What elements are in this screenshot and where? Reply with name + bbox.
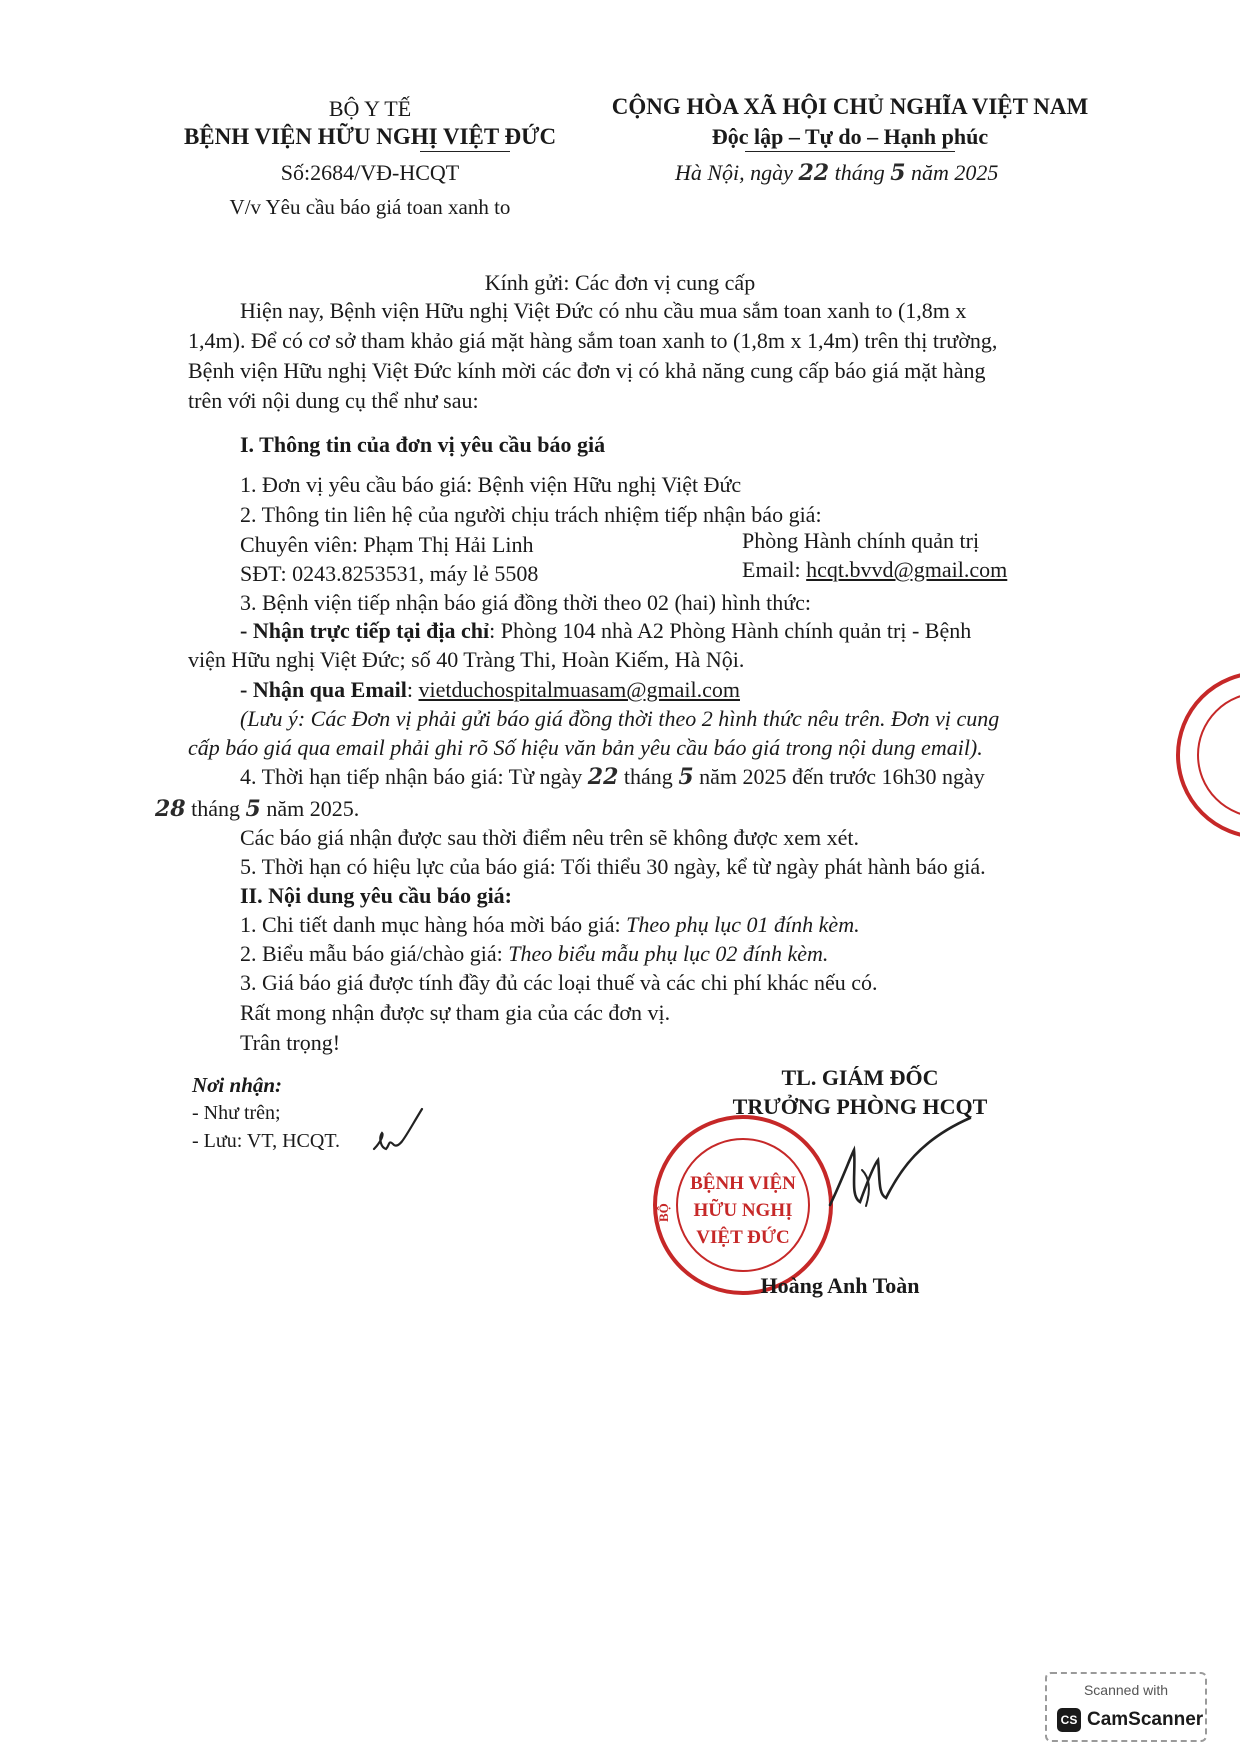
item-4-line-1: [240, 764, 985, 790]
note-line-2: cấp báo giá qua email phải ghi rõ Số hiệu văn bản yêu cầu báo giá trong nội dung email).: [188, 735, 983, 760]
sign-title-2: TRƯỞNG PHÒNG HCQT: [732, 1094, 988, 1119]
ministry-name: BỘ Y TẾ: [328, 96, 412, 121]
scanned-with-label: Scanned with: [1083, 1682, 1169, 1698]
header-left-rule: [420, 151, 510, 152]
initial-mark-icon: [370, 1105, 425, 1160]
section-2-item-1-text: 1. Chi tiết danh mục hàng hóa mời báo giá:: [240, 912, 627, 937]
section-2-item-1-ref: Theo phụ lục 01 đính kèm.: [626, 912, 860, 937]
email-receipt-label: - Nhận qua Email: [240, 677, 407, 702]
stamp-ring-text: BỘ: [656, 1203, 671, 1222]
section-2-item-2-text: 2. Biểu mẫu báo giá/chào giá:: [240, 941, 509, 966]
issue-date: [675, 160, 998, 186]
date-month: 5: [890, 160, 906, 186]
closing-line: Rất mong nhận được sự tham gia của các đơn vị.: [240, 1000, 671, 1025]
item-2: 2. Thông tin liên hệ của người chịu trách nhiệm tiếp nhận báo giá:: [240, 502, 822, 527]
intro-line-1: Hiện nay, Bệnh viện Hữu nghị Việt Đức có nhu cầu mua sắm toan xanh to (1,8m x: [240, 298, 967, 323]
item-4-text-d: tháng: [191, 796, 241, 821]
hospital-name: BỆNH VIỆN HỮU NGHỊ VIỆT ĐỨC: [183, 124, 557, 149]
item-4-text-e: năm 2025.: [266, 796, 360, 821]
regards: Trân trọng!: [240, 1030, 341, 1055]
late-note: Các báo giá nhận được sau thời điểm nêu trên sẽ không được xem xét.: [240, 825, 859, 850]
section-2-item-3: 3. Giá báo giá được tính đầy đủ các loại thuế và các chi phí khác nếu có.: [240, 970, 878, 995]
document-subject: V/v Yêu cầu báo giá toan xanh to: [229, 195, 511, 219]
item-4-month-2: 5: [245, 796, 261, 822]
intro-line-4: trên với nội dung cụ thể như sau:: [188, 388, 479, 413]
republic-title: CỘNG HÒA XÃ HỘI CHỦ NGHĨA VIỆT NAM: [611, 94, 1089, 119]
stamp-line-2: HỮU NGHỊ: [693, 1200, 793, 1221]
national-motto: Độc lập – Tự do – Hạnh phúc: [711, 124, 989, 149]
contact-email-link[interactable]: hcqt.bvvd@gmail.com: [806, 557, 1008, 582]
stamp-line-3: VIỆT ĐỨC: [696, 1227, 790, 1248]
direct-receipt-address-1: : Phòng 104 nhà A2 Phòng Hành chính quản trị - Bệnh: [489, 618, 972, 643]
date-day: 22: [798, 160, 830, 186]
item-1: 1. Đơn vị yêu cầu báo giá: Bệnh viện Hữu nghị Việt Đức: [240, 472, 742, 497]
section-2-item-2-ref: Theo biểu mẫu phụ lục 02 đính kèm.: [508, 941, 829, 966]
date-year: năm 2025: [911, 160, 999, 185]
recipient-2: - Lưu: VT, HCQT.: [192, 1130, 341, 1152]
email-receipt-link[interactable]: vietduchospitalmuasam@gmail.com: [418, 677, 740, 702]
camscanner-logo-icon: CS: [1057, 1708, 1081, 1732]
note-line-1: (Lưu ý: Các Đơn vị phải gửi báo giá đồng thời theo 2 hình thức nêu trên. Đơn vị cung: [240, 706, 1000, 731]
item-4-line-2: [155, 796, 359, 822]
section-2-item-2: [240, 941, 828, 967]
date-prefix: Hà Nội, ngày: [675, 160, 793, 185]
camscanner-badge: [1045, 1672, 1207, 1742]
intro-line-3: Bệnh viện Hữu nghị Việt Đức kính mời các đơn vị có khả năng cung cấp báo giá mặt hàng: [188, 358, 986, 383]
item-4-day-2: 28: [155, 796, 186, 822]
header-right-rule: [745, 151, 955, 152]
direct-receipt-line: [240, 618, 971, 644]
recipient-1: - Như trên;: [192, 1102, 281, 1124]
item-3: 3. Bệnh viện tiếp nhận báo giá đồng thời theo 02 (hai) hình thức:: [240, 590, 812, 615]
section-2-title: II. Nội dung yêu cầu báo giá:: [240, 883, 513, 908]
date-month-label: tháng: [834, 160, 885, 185]
item-4-day: 22: [587, 764, 619, 790]
official-stamp: [648, 1110, 838, 1300]
stamp-line-1: BỆNH VIỆN: [690, 1173, 796, 1194]
intro-line-2: 1,4m). Để có cơ sở tham khảo giá mặt hàng sắm toan xanh to (1,8m x 1,4m) trên thị trường,: [188, 328, 998, 353]
camscanner-brand: CamScanner: [1087, 1709, 1204, 1730]
greeting: Kính gửi: Các đơn vị cung cấp: [484, 270, 756, 295]
item-4-month: 5: [678, 764, 694, 790]
item-4-text-c: năm 2025 đến trước 16h30 ngày: [699, 764, 985, 789]
signature-icon: [820, 1110, 990, 1230]
sign-title-1: TL. GIÁM ĐỐC: [781, 1065, 939, 1090]
contact-department: Phòng Hành chính quản trị: [742, 528, 980, 553]
contact-person: Chuyên viên: Phạm Thị Hải Linh: [240, 532, 534, 557]
email-receipt-colon: :: [406, 677, 419, 702]
item-4-text-b: tháng: [623, 764, 673, 789]
section-2-item-1: [240, 912, 860, 938]
edge-stamp: [1150, 670, 1240, 840]
item-5: 5. Thời hạn có hiệu lực của báo giá: Tối thiểu 30 ngày, kể từ ngày phát hành báo giá.: [240, 854, 986, 879]
signer-name: Hoàng Anh Toàn: [760, 1273, 920, 1298]
direct-receipt-label: - Nhận trực tiếp tại địa chỉ: [240, 618, 490, 643]
contact-email-line: [742, 557, 1007, 583]
email-receipt-line: [240, 677, 740, 703]
contact-phone: SĐT: 0243.8253531, máy lẻ 5508: [240, 561, 539, 586]
contact-email-label: Email:: [742, 557, 807, 582]
section-1-title: I. Thông tin của đơn vị yêu cầu báo giá: [240, 432, 606, 457]
direct-receipt-address-2: viện Hữu nghị Việt Đức; số 40 Tràng Thi, Hoàn Kiếm, Hà Nội.: [188, 647, 745, 672]
item-4-text-a: 4. Thời hạn tiếp nhận báo giá: Từ ngày: [240, 764, 583, 789]
document-number: Số:2684/VĐ-HCQT: [280, 160, 460, 185]
recipients-title: Nơi nhận:: [192, 1073, 283, 1097]
